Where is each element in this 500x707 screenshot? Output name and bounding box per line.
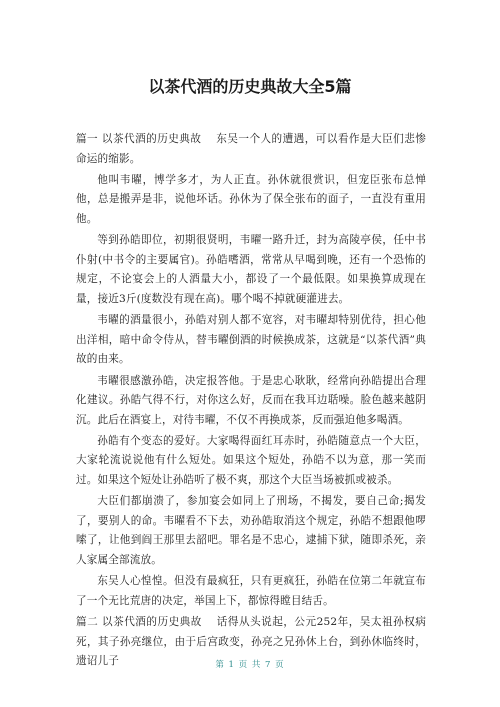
paragraph-8: 东吴人心惶惶。但没有最疯狂，只有更疯狂，孙皓在位第二年就宣布了一个无比荒唐的决定，举国上下，都惊得瞠目结舌。 — [76, 575, 426, 607]
paragraph-5: 韦曜很感激孙皓，决定报答他。于是忠心耿耿，经常向孙皓提出合理化建议。孙皓气得不行，对你这么好，反而在我耳边聒噪。脸色越来越阴沉。此后在酒宴上，对待韦曜，不仅不再换成茶，反而强迫他多喝酒。 — [76, 374, 426, 426]
paragraph-4: 韦曜的酒量很小，孙皓对别人都不宽容，对韦曜却特别优待，担心他出洋相，暗中命令侍从，替韦曜倒酒的时候换成茶，这就是“以茶代酒”典故的由来。 — [76, 314, 426, 366]
paragraph-1: 篇一 以茶代酒的历史典故 东吴一个人的遭遇，可以看作是大臣们悲惨命运的缩影。 — [76, 133, 426, 165]
paragraph-6: 孙皓有个变态的爱好。大家喝得面红耳赤时，孙皓随意点一个大臣，大家轮流说说他有什么短处。如果这个短处，孙皓不以为意，那一笑而过。如果这个短处让孙皓听了极不爽，那这个大臣当场被抓或被杀。 — [76, 434, 426, 487]
paragraph-9: 篇二 以茶代酒的历史典故 话得从头说起，公元252年，吴太祖孙权病死，其子孙亮继位，由于后宫政变，孙亮之兄孙休上台，到孙休临终时，遗诏儿子 — [76, 616, 426, 668]
document-title: 以茶代酒的历史典故大全5篇 — [148, 77, 352, 96]
paragraph-3: 等到孙皓即位，初期很贤明，韦曜一路升迁，封为高陵亭侯，任中书仆射(中书令的主要属官)。孙皓嗜酒，常常从早喝到晚，还有一个恐怖的规定，不论宴会上的人酒量大小，都设了一个最低限。如果换算成现在量，接近3斤(度数没有现在高)。哪个喝不掉就硬灌进去。 — [76, 234, 426, 305]
paragraph-7: 大臣们都崩溃了，参加宴会如同上了刑场，不揭发，要自己命;揭发了，要别人的命。韦曜看不下去，劝孙皓取消这个规定，孙皓不想跟他啰嗦了，让他到阎王那里去韶吧。罪名是不忠心，逮捕下狱，随即杀死，亲人家属全部流放。 — [76, 495, 426, 567]
paragraph-2: 他叫韦曜，博学多才，为人正直。孙休就很赏识，但宠臣张布总惮他，总是搬弄是非，说他坏话。孙休为了保全张布的面子，一直没有重用他。 — [76, 173, 426, 225]
document-body — [76, 130, 426, 673]
page-number-footer: 第 1 页 共 7 页 — [215, 660, 285, 670]
